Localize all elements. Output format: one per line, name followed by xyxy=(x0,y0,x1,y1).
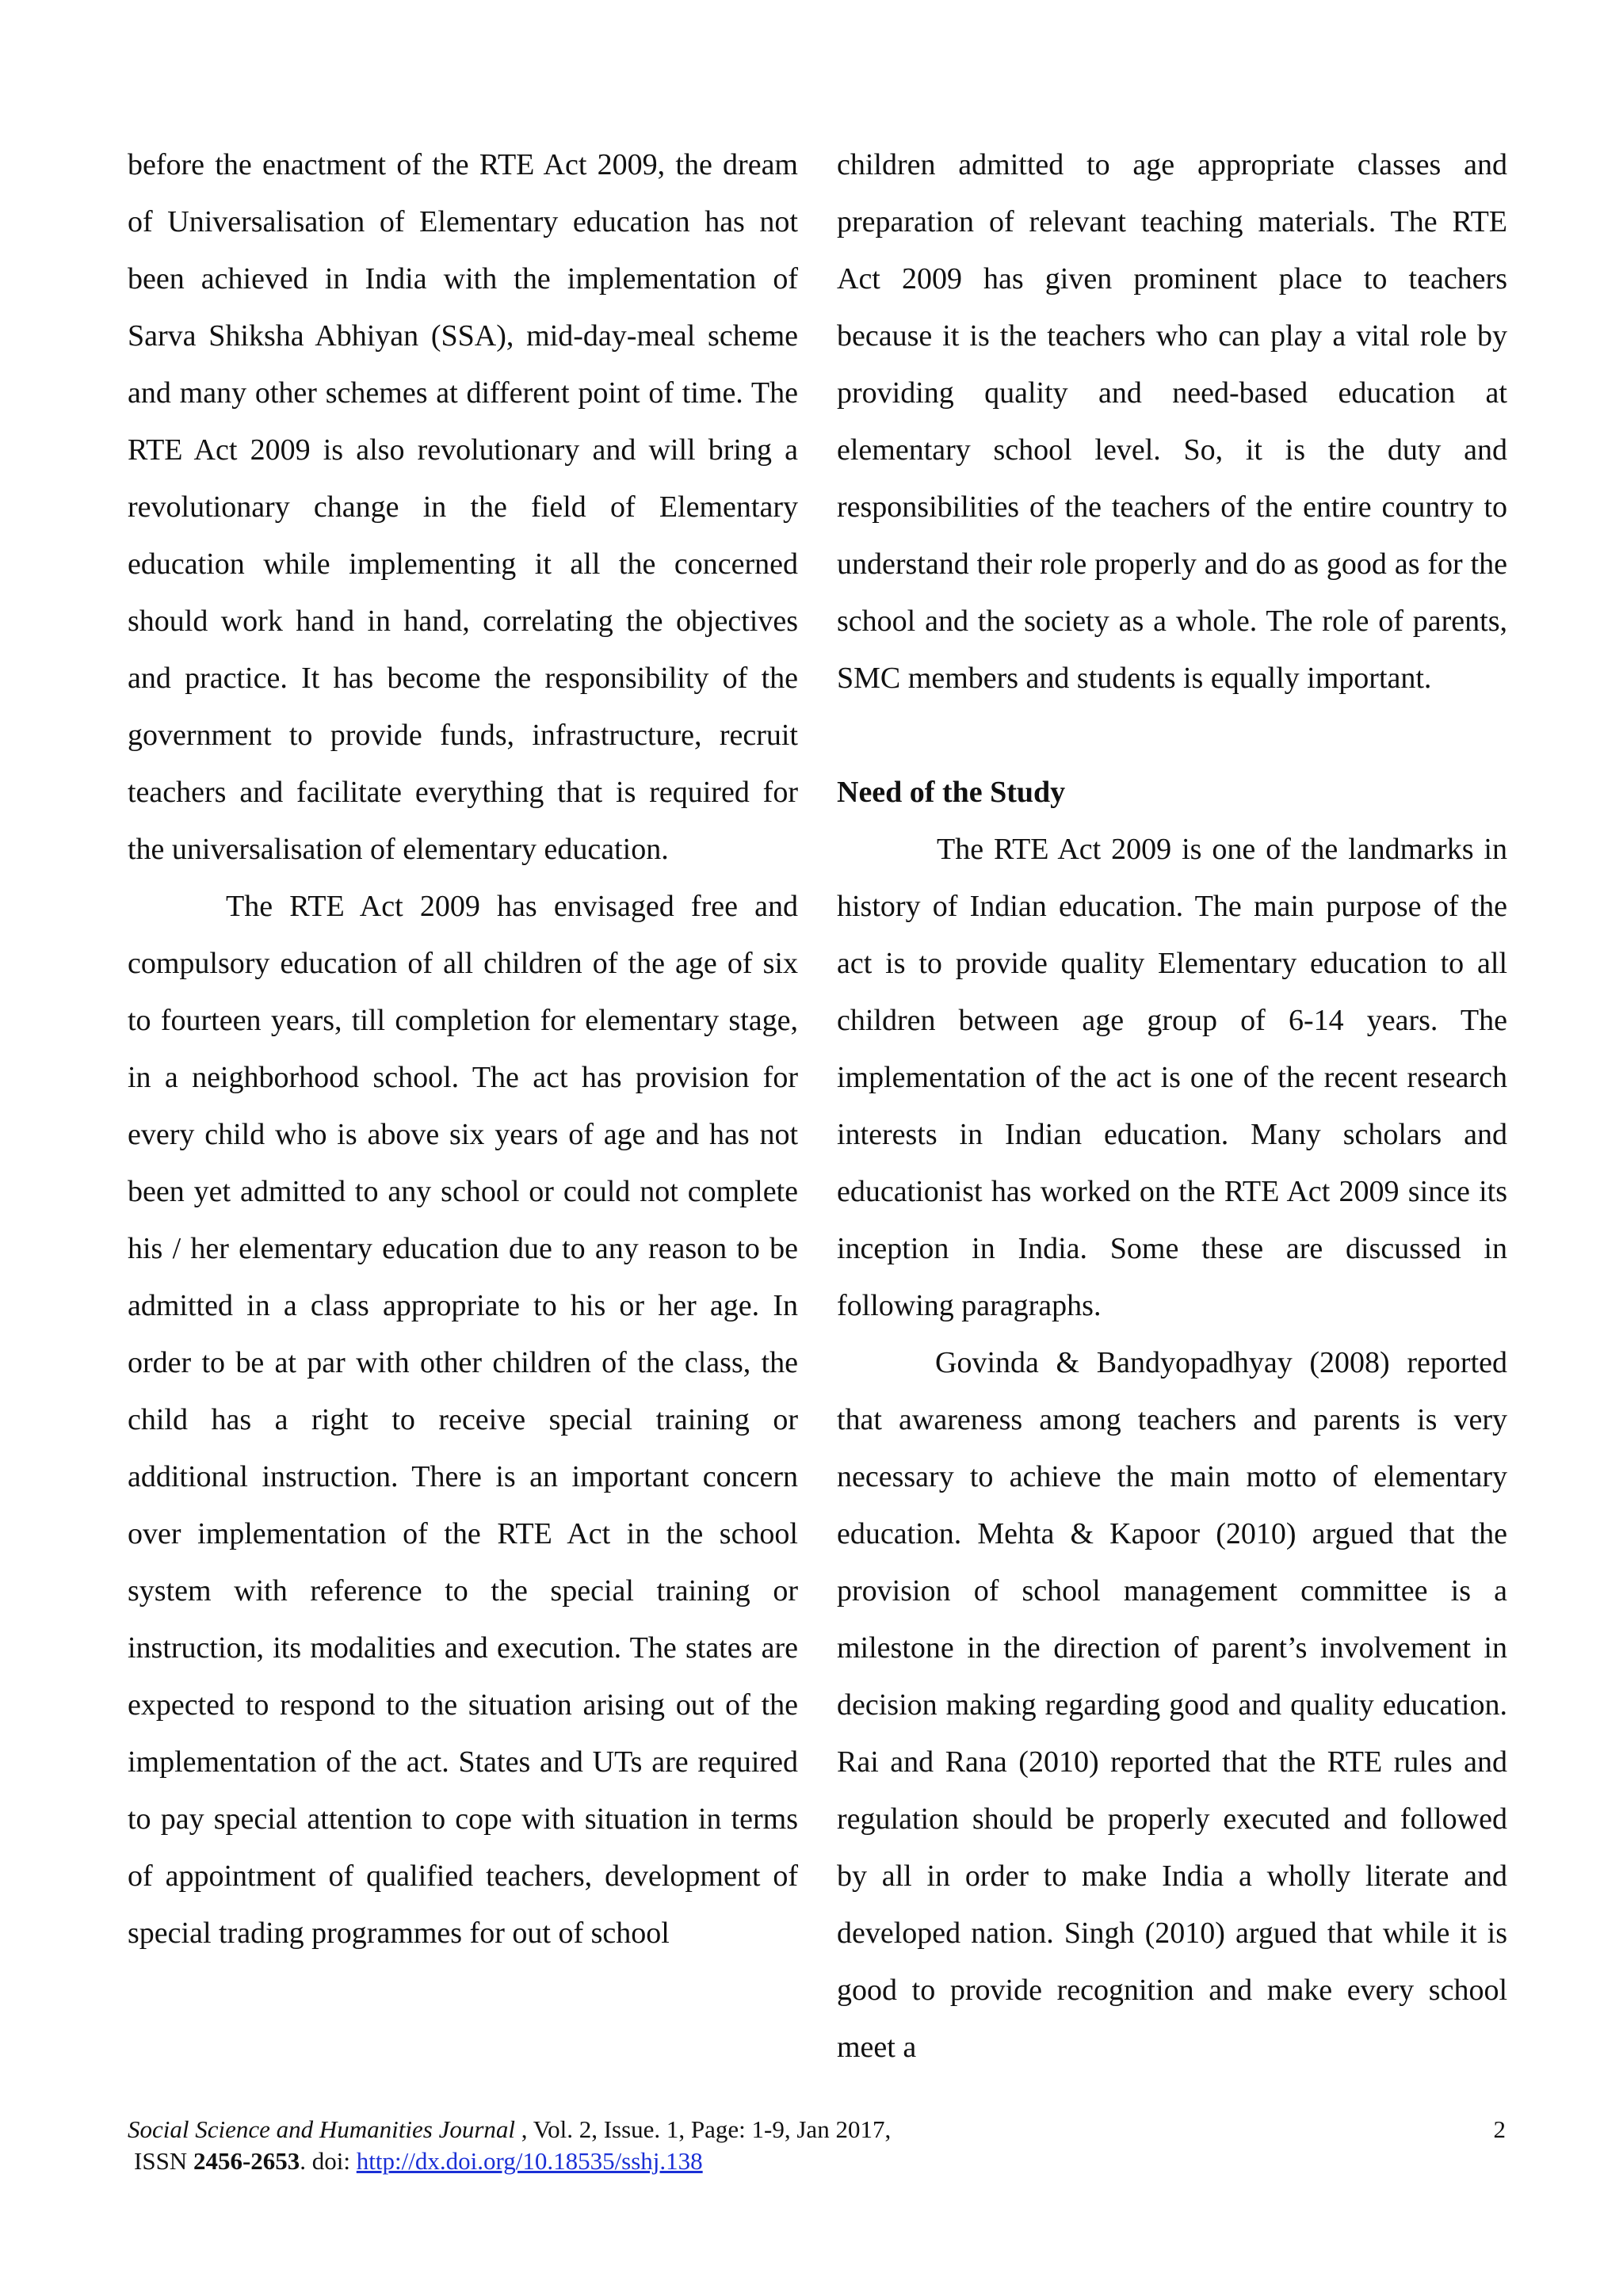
page-number: 2 xyxy=(1493,2115,1506,2143)
footer-issn-line xyxy=(128,2145,1507,2177)
left-paragraph-1: before the enactment of the RTE Act 2009, the dream of Universalisation of Elementary education has not been achieved in India with the implementation of Sarva Shiksha Abhiyan (SSA), mid-day-meal scheme and many other schemes at different point of time. The RTE Act 2009 is also revolutionary and will bring a revolutionary change in the field of Elementary education while implementing it all the concerned should work hand in hand, correlating the objectives and practice. It has become the responsibility of the government to provide funds, infrastructure, recruit teachers and facilitate everything that is required for the universalisation of elementary education. xyxy=(128,148,798,866)
footer-citation-line xyxy=(128,2114,1507,2145)
doi-link[interactable]: http://dx.doi.org/10.18535/sshj.138 xyxy=(356,2147,703,2175)
section-gap xyxy=(837,707,1507,764)
journal-name: Social Science and Humanities Journal xyxy=(128,2115,516,2143)
left-paragraph-2: The RTE Act 2009 has envisaged free and compulsory education of all children of the age of six to fourteen years, till completion for elementary stage, in a neighborhood school. The act has provision for every child who is above six years of age and has not been yet admitted to any school or could not complete his / her elementary education due to any reason to be admitted in a class appropriate to his or her age. In order to be at par with other children of the class, the child has a right to receive special training or additional instruction. There is an important concern over implementation of the RTE Act in the school system with reference to the special training or instruction, its modalities and execution. The states are expected to respond to the situation arising out of the implementation of the act. States and UTs are required to pay special attention to cope with situation in terms of appointment of qualified teachers, development of special trading programmes for out of school xyxy=(128,890,798,1950)
journal-citation: , Vol. 2, Issue. 1, Page: 1-9, Jan 2017, xyxy=(515,2115,892,2143)
right-paragraph-3: Govinda & Bandyopadhyay (2008) reported that awareness among teachers and parents is very necessary to achieve the main motto of elementary education. Mehta & Kapoor (2010) argued that the provision of school management committee is a milestone in the direction of parent’s involvement in decision making regarding good and quality education. Rai and Rana (2010) reported that the RTE rules and regulation should be properly executed and followed by all in order to make India a wholly literate and developed nation. Singh (2010) argued that while it is good to provide recognition and make every school meet a xyxy=(837,1346,1507,2064)
right-paragraph-1: children admitted to age appropriate classes and preparation of relevant teaching materials. The RTE Act 2009 has given prominent place to teachers because it is the teachers who can play a vital role by providing quality and need-based education at elementary school level. So, it is the duty and responsibilities of the teachers of the entire country to understand their role properly and do as good as for the school and the society as a whole. The role of parents, SMC members and students is equally important. xyxy=(837,148,1507,695)
page-footer xyxy=(128,2114,1507,2177)
issn-number: 2456-2653 xyxy=(193,2147,300,2175)
section-heading: Need of the Study xyxy=(837,776,1066,809)
right-column xyxy=(837,136,1507,2076)
right-paragraph-2: The RTE Act 2009 is one of the landmarks in history of Indian education. The main purpose of the act is to provide quality Elementary education to all children between age group of 6-14 years. The implementation of the act is one of the recent research interests in Indian education. Many scholars and educationist has worked on the RTE Act 2009 since its inception in India. Some these are discussed in following paragraphs. xyxy=(837,833,1507,1322)
doi-label: . doi: xyxy=(300,2147,357,2175)
left-column xyxy=(128,136,798,1962)
issn-label: ISSN xyxy=(134,2147,193,2175)
